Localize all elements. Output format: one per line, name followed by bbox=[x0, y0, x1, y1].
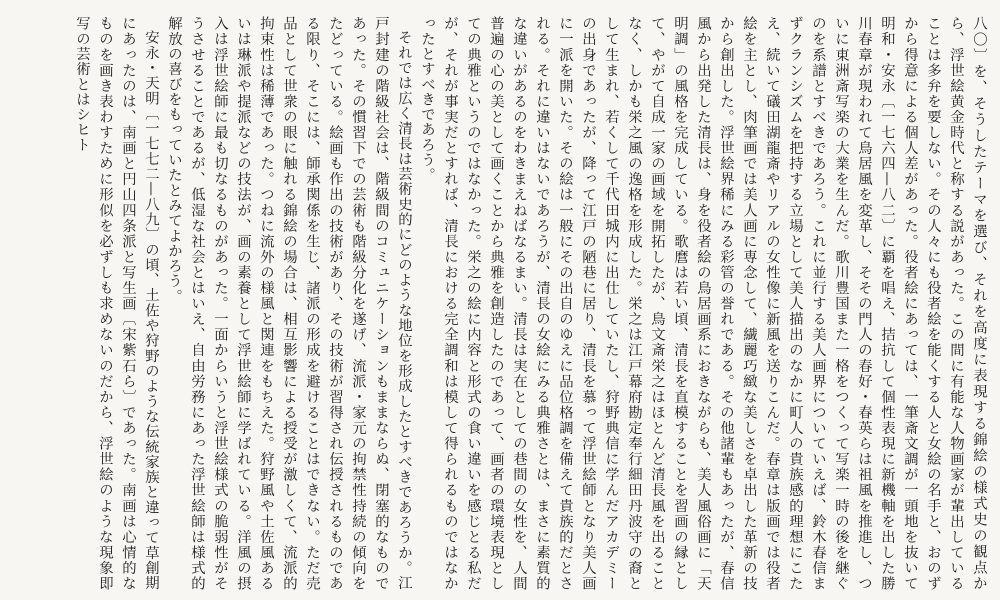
vertical-text-body bbox=[5, 16, 990, 591]
paragraph-3: 安永・天明〔一七七二—八九〕の頃、土佐や狩野のような伝統家族と違って草創期にあったのは、南画と円山四条派と写生画〔宋紫石ら〕であった。南画は心情的なものを画き表わすために形似を必ずしも求めないのだから、浮世絵のような現象即写の芸術とはシヒト bbox=[74, 16, 159, 591]
paragraph-2: それでは広く清長は芸術史的にどのような地位を形成したとすべきであろうか。江戸封建の階級社会は、階級間のコミュニケーションもままならぬ、閉塞的なものであった。その慣習下での芸術も階級分化を遂げ、流派・家元の拘禁性持続の傾向をたどっている。絵画も作出の技術があり、その技術が習得され伝授されるものである限り、そこには、師承関係を生じ、諸派の形成を避けることはできない。ただ売品として世衆の眼に触れる錦絵の場合は、相互影響による授受が激しくて、流派的拘束性は稀薄であった。つねに流外の様風と関連をもちえた。狩野風や土佐風あるいは琳派や提派などの技法が、画の素養として浮世絵師に学ばれている。洋風の摂入は浮世絵師に最も切なるものがあった。一面からいうと浮世絵様式の脆弱性がそうさせることであるが、低湿な社会とはいえ、自由労務にあった浮世絵師は様式的解放の喜びをもっていたとみてよかろう。 bbox=[166, 16, 412, 591]
paragraph-1: 八〇〕を、そうしたテーマを選び、それを高度に表現する錦絵の様式史の観点から、浮世絵黄金時代と称する説があった。この間に有能な人物画家が輩出していることは多弁を要しない。その人々にも役者絵を能くする人と女絵の名手と、おのずから得意による個人差があった。役者絵にあっては、一筆斎文調が一頭地を抜いて明和・安永〔一七六四—八二〕に覇を唱え、拮抗して個性表現に新機軸を出した勝川春章が現われて鳥居風を変革し、そその門人の春好・春英らは祖風を推進し、ついに東洲斎写楽の大業を生んだ。歌川豊国また一格をつくって写楽一時の後を継ぐのを系譜とすべきであろう。これに並行する美人画界についていえば、鈴木春信まずクランシズムを把持する立場として美人描出のなかに町人の貴族感的理想にこたえ、続いて礒田湖龍斎やリアルの女性像に新風を送りこんだ。春章は版画では役者絵を主とし、肉筆画では美人画に専念して、繊麗巧緻な美しさを卓出した革新の技から創出した。浮世絵界稀にみる彩管の誉れである。その他諸輩もあったが、春信風から出発した清長は、身を役者絵の鳥居画系におきながらも、美人風俗画に「天明調」の風格を完成している。歌麿は若い頃、清長を直模することを習画の縁として、やがて自成一家の画域を開拓したが、鳥文斎栄之はほとんど清長風を出ることなく、しかも栄之風の逸格を形成した。栄之は江戸幕府勘定奉行細田丹波守の裔として生まれ、若くして千代田城内に出仕していたし、狩野典信に学んだアカデミーの出身であったが、降って江戸の陋巷に居り、清長を慕って浮世絵師となり美人画に一派を開いた。その絵は一般にその出自のゆえに品位格調を備えて貴族的だとされる。それに違いはないであろうが、清長の女絵にみる典雅さとは、まさに素質的な違いがあるのをわきまえねばなるまい。清長は実在としての巷間の女性を、人間普遍の心の美として画くことから典雅を創造したのであって、画者の環境表現としての典雅というのではなかった。栄之の絵に内容と形式の食い違いを感じとる私だが、それが事実だとすれば、清長における完全調和は模して得られるものではなかったとすべきであろう。 bbox=[419, 16, 987, 591]
